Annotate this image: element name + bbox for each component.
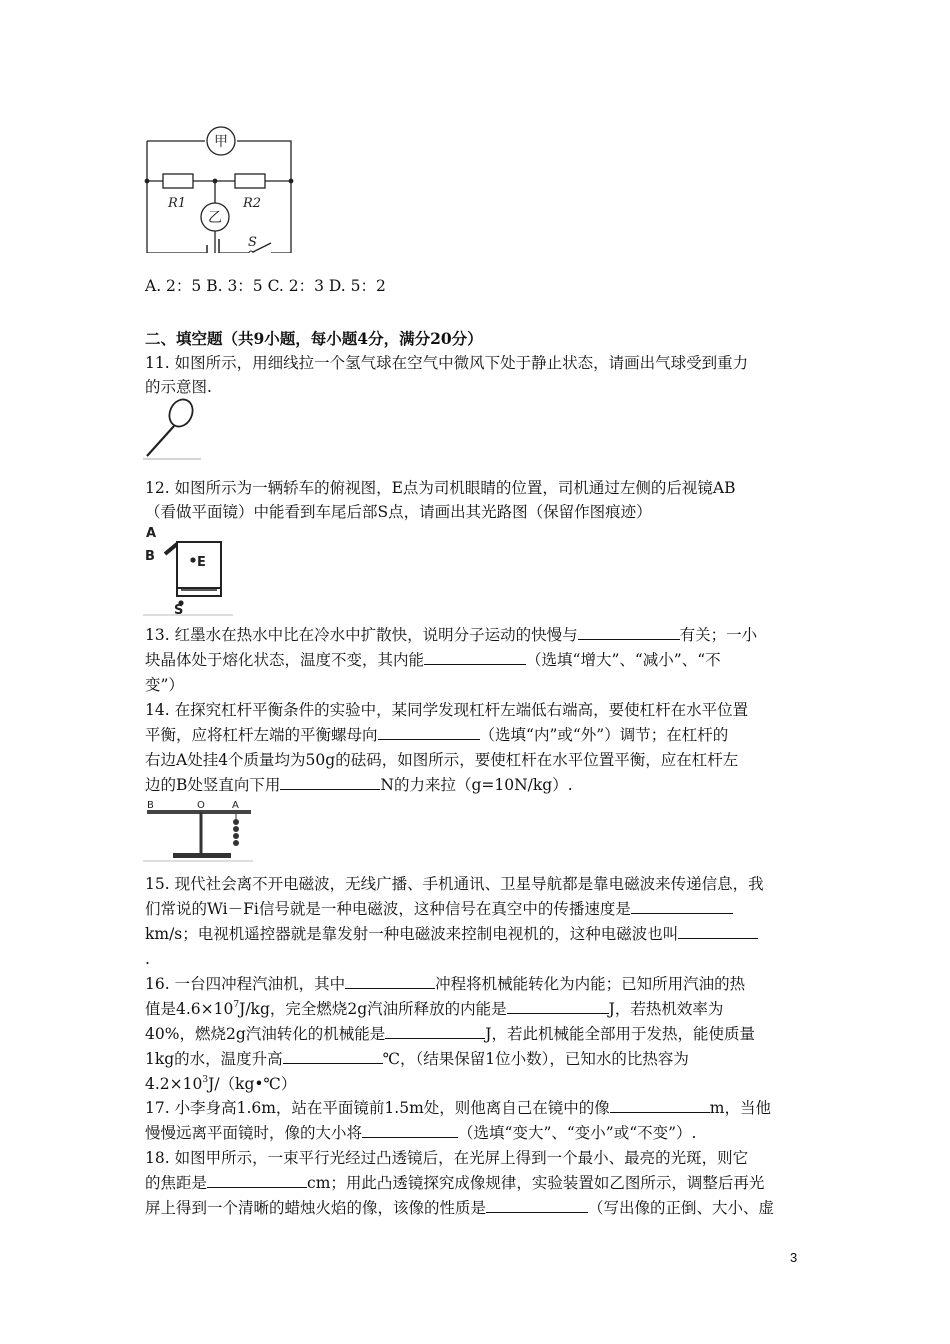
meter-jia-label: 甲 [214,134,228,150]
q16-text-1b: 冲程将机械能转化为内能；已知所用汽油的热 [435,975,746,993]
q16-blank-2 [507,999,609,1014]
car-point-a: A [146,526,157,541]
q16-text-2c: J，若热机效率为 [608,1000,724,1018]
q14-blank-1 [378,725,480,740]
balloon-figure [143,398,201,460]
q17-text-1a: 17. 小李身高1.6m，站在平面镜前1.5m处，则他离自己在镜中的像 [145,1099,610,1117]
q10-options: A. 2：5 B. 3：5 C. 2：3 D. 5：2 [145,277,386,295]
car-point-s: S [174,603,184,616]
q16-text-2b: J/kg，完全燃烧2g汽油所释放的内能是 [239,1000,507,1018]
r2-label: R2 [243,196,262,211]
q13-blank-1 [578,625,680,640]
q17-blank-2 [362,1123,458,1138]
q12-line2: （看做平面镜）中能看到车尾后部S点，请画出其光路图（保留作图痕迹） [145,503,652,521]
q16-text-3a: 40%，燃烧2g汽油转化的机械能是 [145,1025,386,1043]
q13-text-2a: 块晶体处于熔化状态，温度不变，其内能 [145,651,425,669]
q15-line4: . [145,950,150,968]
q18-text-3a: 屏上得到一个清晰的蜡烛火焰的像，该像的性质是 [145,1199,487,1217]
q16-blank-4 [283,1049,383,1064]
q12-line1: 12. 如图所示为一辆轿车的俯视图，E点为司机眼睛的位置，司机通过左侧的后视镜AB [145,479,736,497]
q16-line1 [145,974,745,994]
q14-blank-2 [280,775,380,790]
circuit-diagram [143,125,295,253]
q16-exponent-2: 3 [202,1075,209,1085]
q17-text-2a: 慢慢远离平面镜时，像的大小将 [145,1124,363,1142]
q16-line3 [145,1024,755,1044]
car-figure [143,524,233,616]
q15-text-2a: 们常说的Wi－Fi信号就是一种电磁波，这种信号在真空中的传播速度是 [145,900,631,918]
q18-line3 [145,1198,774,1218]
q15-blank-1 [631,899,733,914]
r1-label: R1 [168,196,187,211]
q18-text-2b: cm；用此凸透镜探究成像规律，实验装置如乙图所示，调整后再光 [307,1174,765,1192]
lever-figure [143,797,253,863]
q17-blank-1 [610,1098,710,1113]
q13-line1 [145,625,757,645]
q17-text-1b: m，当他 [709,1099,771,1117]
q15-line1: 15. 现代社会离不开电磁波，无线广播、手机通讯、卫星导航都是靠电磁波来传递信息，我 [145,875,764,893]
q18-blank-1 [207,1173,307,1188]
q18-text-3b: （写出像的正倒、大小、虚 [588,1199,775,1217]
q15-line2 [145,899,733,919]
q14-text-4a: 边的B处竖直向下用 [145,776,281,794]
section-heading: 二、填空题（共9小题，每小题4分，满分20分） [145,329,483,348]
q16-text-3b: J，若此机械能全部用于发热，能使质量 [485,1025,755,1043]
q14-text-2b: （选填“内”或“外”）调节；在杠杆的 [479,726,729,744]
car-point-b: B [145,549,155,564]
q13-text-1b: 有关；一小 [679,626,758,644]
q17-line2 [145,1123,697,1143]
q11-line1: 11. 如图所示，用细线拉一个氢气球在空气中微风下处于静止状态，请画出气球受到重力 [145,354,749,372]
q16-blank-1 [345,974,435,989]
q16-text-4a: 1kg的水，温度升高 [145,1050,283,1068]
q14-line4 [145,775,573,795]
q14-text-2a: 平衡，应将杠杆左端的平衡螺母向 [145,726,378,744]
q13-text-2b: （选填“增大”、“减小”、“不 [526,651,721,669]
lever-point-a: A [232,800,239,811]
q16-line4 [145,1049,689,1069]
q18-line1: 18. 如图甲所示，一束平行光经过凸透镜后，在光屏上得到一个最小、最亮的光斑，则它 [145,1149,749,1167]
q17-line1 [145,1098,771,1118]
q15-line3 [145,924,758,944]
q14-line1: 14. 在探究杠杆平衡条件的实验中，某同学发现杠杆左端低右端高，要使杠杆在水平位置 [145,701,749,719]
q13-line3: 变”） [145,676,184,694]
q13-text-1a: 13. 红墨水在热水中比在冷水中扩散快，说明分子运动的快慢与 [145,626,578,644]
lever-point-o: O [197,800,205,811]
q16-line2 [145,999,723,1019]
q16-blank-3 [385,1024,485,1039]
q16-line5 [145,1074,296,1094]
q16-text-5a: 4.2×10 [145,1075,203,1093]
q16-text-5b: J/（kg•℃） [208,1075,297,1093]
q13-blank-2 [424,650,526,665]
q14-text-4b: N的力来拉（g=10N/kg）. [380,776,573,794]
car-point-e: E [197,555,206,570]
q18-blank-2 [486,1198,588,1213]
q15-text-3a: km/s；电视机遥控器就是靠发射一种电磁波来控制电视机的，这种电磁波也叫 [145,925,679,943]
q11-line2: 的示意图. [145,378,212,396]
q18-text-2a: 的焦距是 [145,1174,208,1192]
q16-exponent-1: 7 [233,1000,240,1010]
q17-text-2b: （选填“变大”、“变小”或“不变”）. [458,1124,697,1142]
switch-label: S [248,235,257,250]
page-number: 3 [790,1250,798,1265]
q18-line2 [145,1173,764,1193]
q16-text-4b: ℃，（结果保留1位小数），已知水的比热容为 [382,1050,689,1068]
q13-line2 [145,650,721,670]
q16-text-2a: 值是4.6×10 [145,1000,234,1018]
q16-text-1a: 16. 一台四冲程汽油机，其中 [145,975,346,993]
q15-blank-2 [678,924,758,939]
q14-line2 [145,725,728,745]
meter-yi-label: 乙 [208,210,222,226]
lever-point-b: B [147,800,154,811]
q14-line3: 右边A处挂4个质量均为50g的砝码，如图所示，要使杠杆在水平位置平衡，应在杠杆左 [145,751,739,769]
